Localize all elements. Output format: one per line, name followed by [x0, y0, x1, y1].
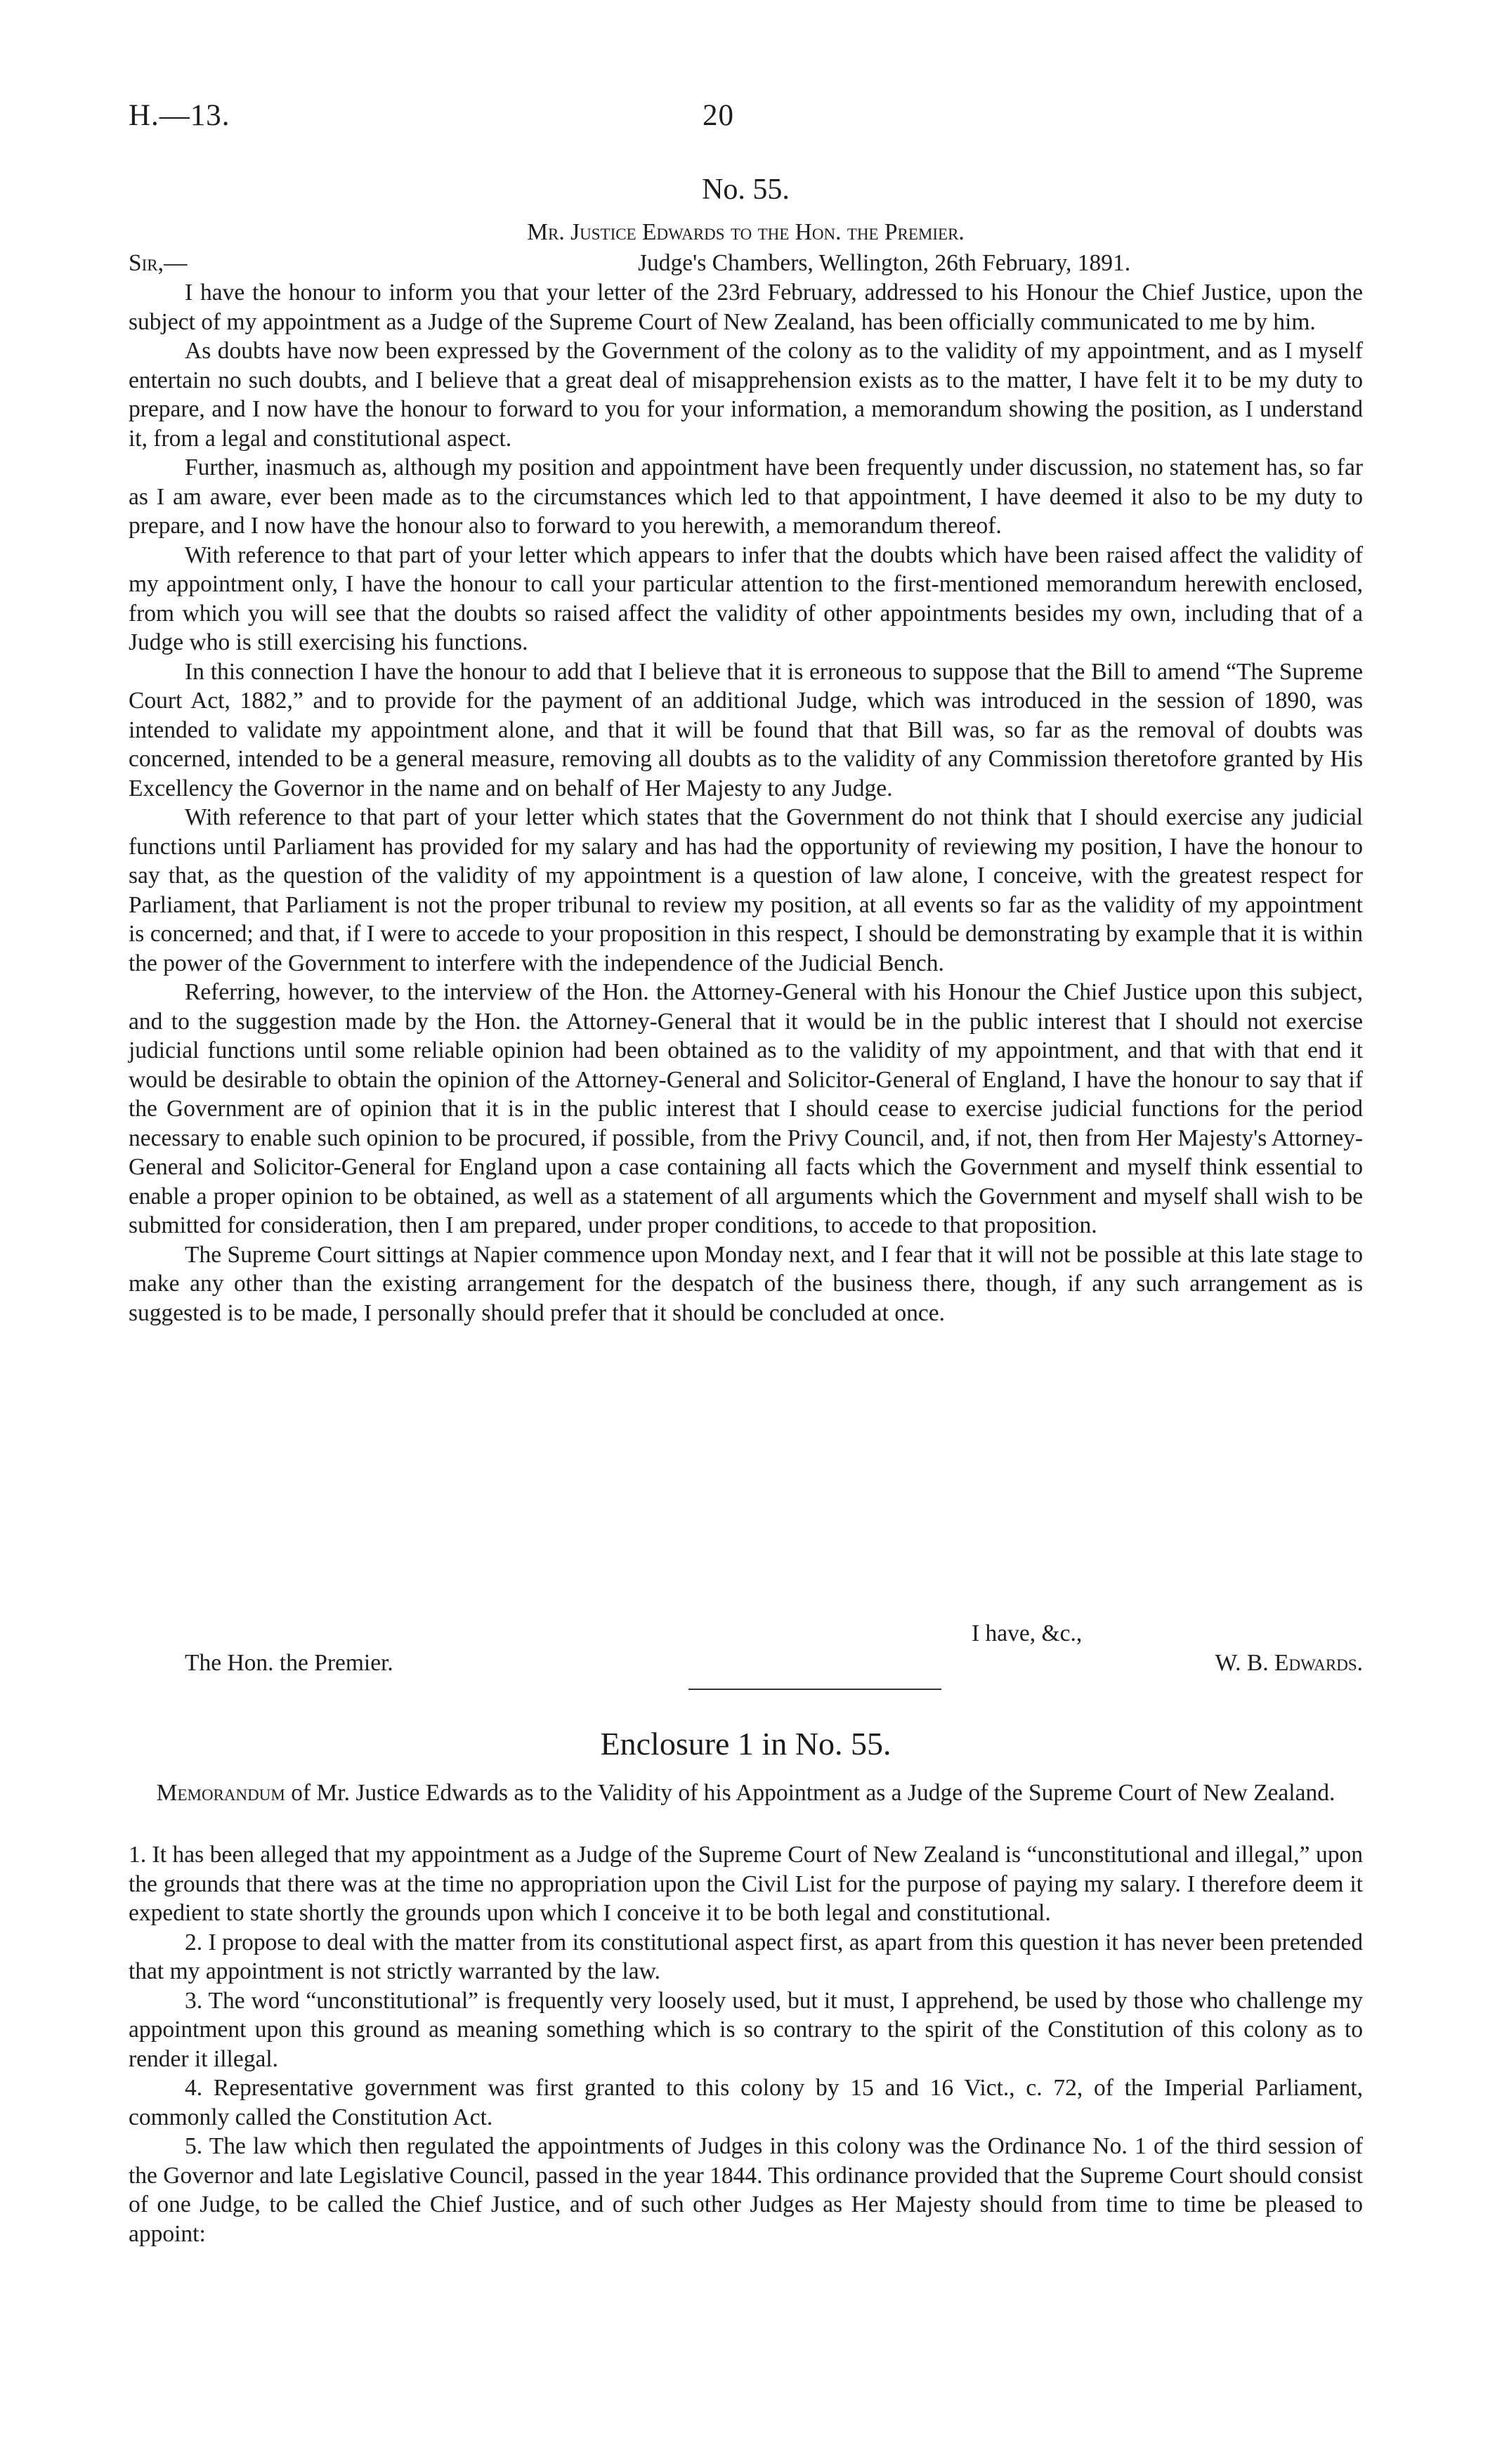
letter-paragraph: The Supreme Court sittings at Napier commence upon Monday next, and I fear that it will not be possible at this late stage to make any other than the existing arrangement for the despatch of the business there, though, if any such arrangement as is suggested is to be made, I personally should prefer that it should be concluded at once. [129, 1241, 1363, 1326]
section-divider [688, 1689, 941, 1690]
letter-paragraph: I have the honour to inform you that your letter of the 23rd February, addressed to his Honour the Chief Justice, upon the subject of my appointment as a Judge of the Supreme Court of New Zealand, has been officially communicated to me by him. [129, 280, 1363, 335]
letter-signature: W. B. Edwards. [1215, 1650, 1363, 1676]
memo-title-lead: Memorandum [156, 1780, 285, 1806]
letter-paragraph: Referring, however, to the interview of the Hon. the Attorney-General with his Honour the Chief Justice upon this subject, and to the suggestion made by the Hon. the Attorney-General that it would be in the public interest that I should not exercise judicial functions until some reliable opinion had been obtained as to the validity of my appointment, and that with that end it would be desirable to obtain the opinion of the Attorney-General and Solicitor-General of England, I have the honour to say that if the Government are of opinion that it is in the public interest that I should cease to exercise judicial functions for the period necessary to enable such opinion to be procured, if possible, from the Privy Council, and, if not, then from Her Majesty's Attorney-General and Solicitor-General for England upon a case containing all facts which the Government and myself think essential to enable a proper opinion to be obtained, as well as a statement of all arguments which the Government and myself shall wish to be submitted for consideration, then I am prepared, under proper conditions, to accede to that proposition. [129, 979, 1363, 1238]
letter-paragraph: With reference to that part of your letter which states that the Government do not think that I should exercise any judicial functions until Parliament has provided for my salary and has had the opportunity of reviewing my position, I have the honour to say that, as the question of the validity of my appointment is a question of law alone, I conceive, with the greatest respect for Parliament, that Parliament is not the proper tribunal to review my position, at all events so far as the validity of my appointment is concerned; and that, if I were to accede to your proposition in this respect, I should be demonstrating by example that it is within the power of the Government to interfere with the independence of the Judicial Bench. [129, 804, 1363, 976]
memo-title-rest: of Mr. Justice Edwards as to the Validity of his Appointment as a Judge of the Supreme Court of New Zealand. [285, 1780, 1336, 1806]
letter-paragraph: Further, inasmuch as, although my position and appointment have been frequently under discussion, no statement has, so far as I am aware, ever been made as to the circumstances which led to that appointment, I have deemed it also to be my duty to prepare, and I now have the honour also to forward to you herewith, a memorandum thereof. [129, 454, 1363, 539]
letter-number: No. 55. [702, 173, 790, 206]
enclosure-heading: Enclosure 1 in No. 55. [600, 1726, 892, 1762]
memo-paragraph: 2. I propose to deal with the matter from its constitutional aspect first, as apart from this question it has never been pretended that my appointment is not strictly warranted by the law. [129, 1929, 1363, 1984]
letter-paragraph: In this connection I have the honour to add that I believe that it is erroneous to suppose that the Bill to amend “The Supreme Court Act, 1882,” and to provide for the payment of an additional Judge, which was introduced in the session of 1890, was intended to validate my appointment alone, and that it will be found that that Bill was, so far as the removal of doubts was concerned, intended to be a general measure, removing all doubts as to the validity of any Commission theretofore granted by His Excellency the Governor in the name and on behalf of Her Majesty to any Judge. [129, 658, 1363, 801]
letter-from-to: Mr. Justice Edwards to the Hon. the Premier. [527, 219, 965, 245]
memo-paragraph: 5. The law which then regulated the appointments of Judges in this colony was the Ordinance No. 1 of the third session of the Governor and late Legislative Council, passed in the year 1844. This ordinance provided that the Supreme Court should consist of one Judge, to be called the Chief Justice, and of such other Judges as Her Majesty should from time to time be pleased to appoint: [129, 2133, 1363, 2247]
memo-title [129, 1778, 1363, 1808]
memo-paragraph: 1. It has been alleged that my appointment as a Judge of the Supreme Court of New Zealand is “unconstitutional and illegal,” upon the grounds that there was at the time no appropriation upon the Civil List for the purpose of paying my salary. I therefore deem it expedient to state shortly the grounds upon which I conceive it to be both legal and constitutional. [129, 1842, 1363, 1926]
letter-addressee: The Hon. the Premier. [185, 1650, 393, 1676]
letter-paragraph: As doubts have now been expressed by the Government of the colony as to the validity of my appointment, and as I myself entertain no such doubts, and I believe that a great deal of misapprehension exists as to the matter, I have felt it to be my duty to prepare, and I now have the honour to forward to you for your information, a memorandum showing the position, as I understand it, from a legal and constitutional aspect. [129, 338, 1363, 452]
running-head-ref: H.—13. [129, 99, 230, 132]
letter-closing: I have, &c., [972, 1620, 1083, 1646]
memo-paragraph: 4. Representative government was first granted to this colony by 15 and 16 Vict., c. 72, of the Imperial Parliament, commonly called the Constitution Act. [129, 2075, 1363, 2130]
letter-place-date: Judge's Chambers, Wellington, 26th February, 1891. [638, 250, 1131, 276]
memo-paragraph: 3. The word “unconstitutional” is frequently very loosely used, but it must, I apprehend, be used by those who challenge my appointment upon this ground as meaning something which is so contrary to the spirit of the Constitution of this colony as to render it illegal. [129, 1987, 1363, 2072]
letter-paragraph: With reference to that part of your letter which appears to infer that the doubts which have been raised affect the validity of my appointment only, I have the honour to call your particular attention to the first-mentioned memorandum herewith enclosed, from which you will see that the doubts so raised affect the validity of other appointments besides my own, including that of a Judge who is still exercising his functions. [129, 542, 1363, 655]
letter-salutation: Sir,— [129, 250, 188, 276]
page-number: 20 [703, 99, 734, 132]
letter-body [129, 278, 1363, 1328]
memo-body [129, 1840, 1363, 2248]
